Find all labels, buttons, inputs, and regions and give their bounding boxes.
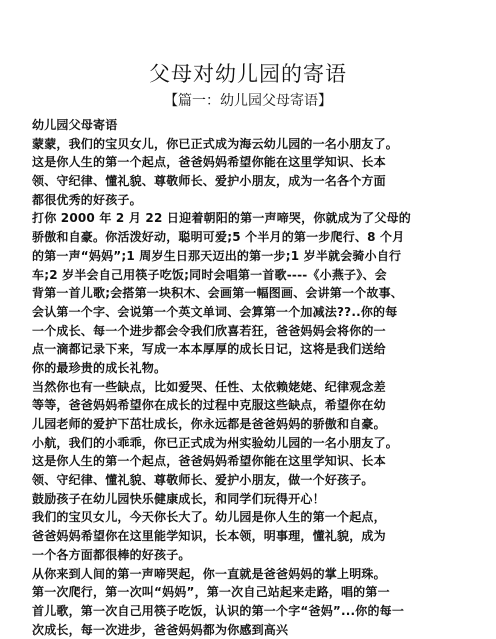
- body-line: 背第一首儿歌;会搭第一块积木、会画第一幅图画、会讲第一个故事、: [32, 286, 404, 301]
- body-line: 鼓励孩子在幼儿园快乐健康成长，和同学们玩得开心！: [32, 491, 325, 506]
- body-line: 小航，我们的小乖乖，你已正式成为州实验幼儿园的一名小朋友了。: [32, 435, 399, 450]
- body-line: 的第一声“妈妈”;1 周岁生日那天迈出的第一步;1 岁半就会骑小自行: [32, 248, 402, 263]
- body-line: 当然你也有一些缺点，比如爱哭、任性、太依赖姥姥、纪律观念差: [32, 379, 386, 394]
- body-line: 车;2 岁半会自己用筷子吃饭;同时会唱第一首歌----《小燕子》、会: [32, 267, 387, 282]
- body-line: 打你 2000 年 2 月 22 日迎着朝阳的第一声啼哭，你就成为了父母的: [32, 211, 411, 226]
- body-line: 点一滴都记录下来，写成一本本厚厚的成长日记，这将是我们送给: [32, 342, 386, 357]
- body-line: 蒙蒙，我们的宝贝女儿，你已正式成为海云幼儿园的一名小朋友了。: [32, 136, 399, 151]
- document-title: 父母对幼儿园的寄语: [149, 62, 347, 86]
- body-line: 儿园老师的爱护下茁壮成长，你永远都是爸爸妈妈的骄傲和自豪。: [32, 417, 386, 431]
- body-line: 次成长，每一次进步，爸爸妈妈都为你感到高兴: [32, 622, 289, 637]
- section-heading: 幼儿园父母寄语: [32, 118, 118, 132]
- body-line: 骄傲和自豪。你活泼好动，聪明可爱;5 个半月的第一步爬行、8 个月: [32, 230, 405, 245]
- body-line: 一个各方面都很棒的好孩子。: [32, 547, 191, 562]
- body-line: 会认第一个字、会说第一个英文单词、会算第一个加减法??..你的每: [32, 304, 398, 319]
- body-line: 都很优秀的好孩子。: [32, 192, 142, 207]
- body-line: 第一次爬行，第一次叫“妈妈”，第一次自己站起来走路，唱的第一: [32, 585, 390, 600]
- body-line: 一个成长、每一个进步都会令我们欣喜若狂，爸爸妈妈会将你的一: [32, 323, 386, 338]
- body-line: 这是你人生的第一个起点，爸爸妈妈希望你能在这里学知识、长本: [32, 454, 386, 469]
- body-line: 你的最珍贵的成长礼物。: [32, 360, 167, 375]
- body-line: 领、守纪律、懂礼貌、尊敬师长、爱护小朋友，成为一名各个方面: [32, 174, 386, 189]
- body-line: 从你来到人间的第一声啼哭起，你一直就是爸爸妈妈的掌上明珠。: [32, 566, 386, 581]
- document-body: [32, 116, 480, 639]
- body-line: 领、守纪律、懂礼貌、尊敬师长、爱护小朋友，做一个好孩子。: [32, 473, 374, 488]
- document-subtitle: 【篇一：幼儿园父母寄语】: [164, 93, 332, 109]
- body-line: 爸爸妈妈希望你在这里能学知识，长本领，明事理，懂礼貌，成为: [32, 529, 386, 544]
- body-line: 首儿歌，第一次自己用筷子吃饭，认识的第一个字“爸妈”...你的每一: [32, 603, 405, 618]
- body-line: 我们的宝贝女儿，今天你长大了。幼儿园是你人生的第一个起点，: [32, 510, 386, 525]
- body-line: 这是你人生的第一个起点，爸爸妈妈希望你能在这里学知识、长本: [32, 155, 386, 170]
- body-line: 等等，爸爸妈妈希望你在成长的过程中克服这些缺点，希望你在幼: [32, 398, 386, 413]
